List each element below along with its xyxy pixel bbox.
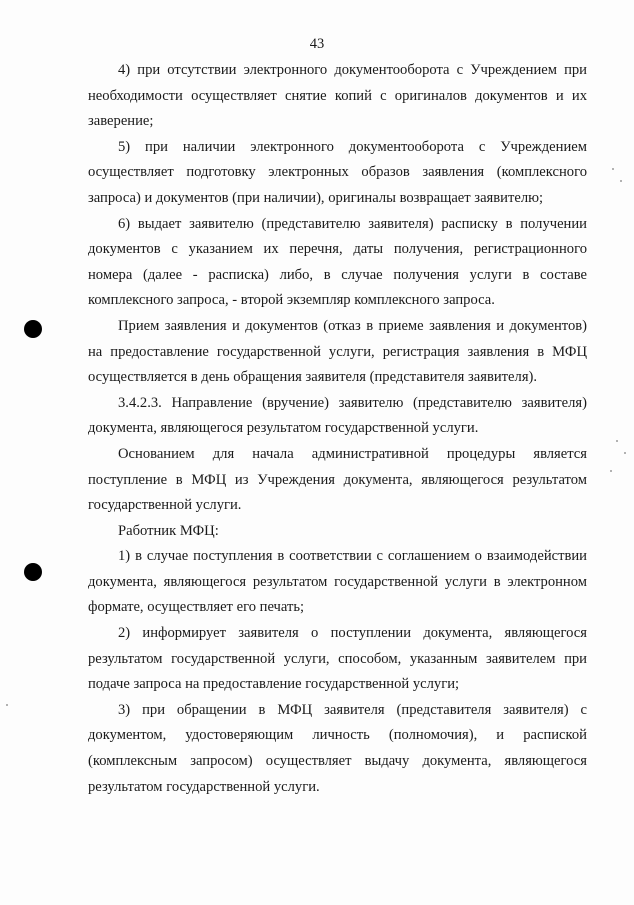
text-line: 1) в случае поступления в соответствии с соглашением о взаимодействии xyxy=(118,548,587,565)
text-line: Прием заявления и документов (отказ в приеме заявления и документов) xyxy=(118,317,587,334)
text-line: 6) выдает заявителю (представителю заявителя) расписку в получении xyxy=(118,215,587,232)
scan-speck xyxy=(624,452,626,454)
text-line: необходимости осуществляет снятие копий с оригиналов документов и их xyxy=(88,87,587,104)
scan-speck xyxy=(620,180,622,182)
text-line: номера (далее - расписка) либо, в случае получения услуги в составе xyxy=(88,266,587,283)
text-line: осуществляет подготовку электронных образов заявления (комплексного xyxy=(88,164,587,181)
text-line: 4) при отсутствии электронного документооборота с Учреждением при xyxy=(118,62,587,78)
text-line: 2) информирует заявителя о поступлении документа, являющегося xyxy=(118,625,587,642)
text-line: формате, осуществляет его печать; xyxy=(88,599,305,616)
text-line: поступление в МФЦ из Учреждения документа, являющегося результатом xyxy=(88,471,587,488)
scan-speck xyxy=(616,440,618,442)
text-line: запроса) и документов (при наличии), оригиналы возвращает заявителю; xyxy=(88,189,544,206)
text-line: результатом государственной услуги. xyxy=(88,778,320,795)
text-line: подаче запроса на предоставление государственной услуги; xyxy=(88,676,460,693)
text-line: государственной услуги. xyxy=(88,497,242,514)
page-number: 43 xyxy=(309,36,325,52)
scan-speck xyxy=(612,168,614,170)
punch-hole-top xyxy=(24,320,42,338)
text-line: на предоставление государственной услуги, регистрация заявления в МФЦ xyxy=(88,343,587,360)
text-line: (комплексным запросом) осуществляет выдачу документа, являющегося xyxy=(88,753,587,770)
text-line: документом, удостоверяющим личность (полномочия), и распиской xyxy=(88,727,587,744)
text-line: 3) при обращении в МФЦ заявителя (представителя заявителя) с xyxy=(118,701,587,718)
text-line: документа, являющегося результатом государственной услуги в электронном xyxy=(88,573,587,590)
text-line: комплексного запроса, - второй экземпляр комплексного запроса. xyxy=(88,292,495,309)
text-line: Основанием для начала административной процедуры является xyxy=(118,445,587,462)
section-heading-line: 3.4.2.3. Направление (вручение) заявителю (представителю заявителя) xyxy=(118,394,587,411)
text-line: заверение; xyxy=(88,113,154,130)
scan-speck xyxy=(6,704,8,706)
body-text xyxy=(88,58,587,800)
text-line: Работник МФЦ: xyxy=(118,522,219,539)
scan-speck xyxy=(610,470,612,472)
text-line: осуществляется в день обращения заявителя (представителя заявителя). xyxy=(88,369,538,386)
punch-hole-bottom xyxy=(24,563,42,581)
text-line: документов с указанием их перечня, даты получения, регистрационного xyxy=(88,241,587,258)
section-heading-line: документа, являющегося результатом государственной услуги. xyxy=(88,420,479,437)
text-line: результатом государственной услуги, способом, указанным заявителем при xyxy=(88,650,587,667)
text-line: 5) при наличии электронного документооборота с Учреждением xyxy=(118,138,587,155)
